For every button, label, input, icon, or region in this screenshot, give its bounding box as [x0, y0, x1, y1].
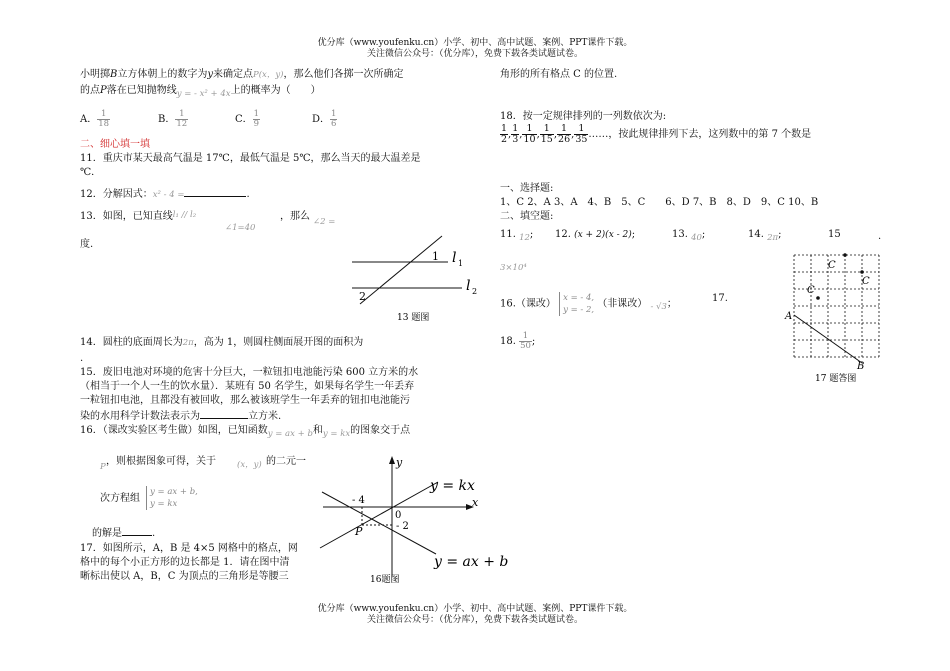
header-line-1: 优分库（www.youfenku.cn）小学、初中、高中试题、案例、PPT课件下载。: [317, 38, 633, 48]
numerator: 1: [522, 124, 536, 135]
numerator: 1: [574, 124, 588, 135]
answer-blank: [122, 525, 152, 536]
y-label: y: [396, 456, 403, 469]
q11-line-2: ℃．: [80, 167, 102, 178]
text: ，高为 1，则圆柱侧面展开图的面积为: [193, 337, 364, 348]
equation-1: y = ax + b,: [150, 487, 198, 497]
q13: [80, 210, 196, 224]
text: 12．分解因式：: [80, 189, 153, 200]
function-1: y = ax + b: [267, 429, 313, 439]
value: 12: [519, 233, 530, 243]
label: 14.: [748, 229, 764, 240]
figure-16: [318, 452, 509, 586]
answer-12: 12. (x + 2)(x - 2);: [555, 229, 636, 240]
point-p-label: P: [355, 525, 363, 538]
answer-15-value: 3×10⁴: [500, 263, 527, 273]
label: 18.: [500, 336, 516, 347]
label-c-3: C: [807, 285, 815, 296]
y-axis-arrow: [389, 456, 395, 464]
text: 小明掷: [80, 69, 110, 80]
denominator: 3: [512, 134, 519, 145]
value: 40: [691, 233, 702, 243]
line-axb: [322, 492, 436, 554]
q11-line-1: 11．重庆市某天最高气温是 17℃，最低气温是 5℃，那么当天的最大温差是: [80, 153, 421, 164]
choice-label: A．: [80, 114, 98, 125]
answer-14: 14. $_{2\pi}$;: [748, 229, 782, 243]
text: 的解是: [92, 528, 122, 539]
fraction: [175, 110, 188, 129]
q16-line-4: [92, 525, 155, 540]
answer-blank: [200, 408, 248, 419]
transversal: [360, 236, 442, 304]
angle-2-label: 2: [359, 290, 366, 303]
answers-section-2: 二、填空题:: [500, 211, 554, 222]
choice-label: C．: [235, 114, 253, 125]
q14-line-2: .: [80, 353, 84, 364]
grid-caption: 17 题答图: [815, 374, 857, 384]
label-l1-sub: 1: [458, 259, 464, 268]
q15-line-1: 15．废旧电池对环境的危害十分巨大，一粒钮扣电池能污染 600 立方米的水: [80, 367, 419, 378]
var-p: P: [100, 85, 107, 96]
numerator: 1: [519, 332, 532, 342]
line-kx: [320, 482, 438, 548]
expr: x² - 4 =: [152, 190, 185, 200]
answer-16: 16.（课改） x = - 4, y = - 2, （非课改） $_{- √3}$；: [500, 293, 677, 315]
fraction: [97, 110, 110, 129]
denominator: 9: [253, 119, 260, 129]
grid-lines: [794, 255, 879, 357]
q16-line-1: [80, 424, 410, 438]
value: 2π: [767, 233, 779, 243]
label: 13.: [672, 229, 688, 240]
equation-1: x = - 4,: [563, 293, 595, 303]
denominator: 10: [523, 134, 536, 145]
denominator: 50: [520, 341, 531, 351]
fraction: [519, 332, 532, 351]
q15-line-4: [80, 408, 281, 423]
label-a: A: [785, 311, 793, 322]
text: 14．圆柱的底面周长为: [80, 337, 183, 348]
label: 11.: [500, 229, 516, 240]
point-c-2: [860, 270, 864, 274]
numerator: 1: [512, 123, 519, 134]
numerator: 1: [557, 124, 571, 135]
denominator: 35: [575, 134, 588, 145]
circumference: 2π: [182, 338, 194, 348]
q13-angle2: ∠2 =: [313, 217, 336, 227]
answer-17-label: 17.: [712, 293, 728, 304]
parallel-lines: l₁ // l₂: [172, 210, 197, 220]
text: 16．（课改实验区考生做）如图，已知函数: [80, 425, 268, 436]
text: ……，按此规律排列下去，这列数中的第 7 个数是: [588, 129, 812, 140]
denominator: 12: [176, 119, 188, 129]
point-c-1: [843, 253, 847, 257]
text: 落在已知抛物线: [106, 85, 177, 96]
value: - √3: [650, 301, 667, 312]
choice-a: [80, 110, 110, 129]
section-fill-in-title: 二、细心填一填: [80, 139, 150, 150]
figure-13: [340, 232, 490, 324]
label-non-reform: （非课改）: [597, 298, 648, 310]
answer-blank: [184, 186, 246, 197]
figure-16-caption: 16题图: [370, 575, 400, 585]
choice-label: B．: [158, 114, 176, 125]
answers-section-1: 一、选择题:: [500, 183, 554, 194]
fraction: [330, 110, 337, 129]
label: 16.（课改）: [500, 298, 556, 310]
numerator: 1: [501, 123, 508, 134]
origin-label: 0: [395, 510, 402, 521]
choice-label: D．: [312, 114, 331, 125]
label-c-2: C: [862, 276, 870, 287]
q14-line-1: [80, 336, 363, 350]
denominator: 15: [540, 134, 553, 145]
q17-line-2: 格中的每个小正方形的边长都是 1．请在图中清: [80, 557, 290, 568]
text: 和: [312, 425, 323, 436]
parabola-formula: y = - x² + 4x: [176, 89, 231, 99]
equation-2: y = kx: [150, 499, 178, 509]
text: 的图象交于点: [350, 425, 411, 436]
fraction: [500, 124, 508, 145]
tick-minus-4: - 4: [352, 495, 365, 506]
fraction: [557, 124, 571, 145]
point-c-3: [816, 296, 820, 300]
q10-line-1: [80, 68, 403, 82]
text: 13．如图，已知直线: [80, 211, 173, 222]
choice-d: [312, 110, 337, 129]
text: 来确定点: [213, 69, 254, 80]
answer-15-dot: .: [878, 231, 882, 242]
q17-continued: 角形的所有格点 C 的位置.: [500, 69, 618, 80]
equation-system: [559, 292, 594, 316]
denominator: 26: [558, 134, 571, 145]
numerator: 1: [253, 109, 260, 119]
equation-system: [146, 486, 198, 510]
answer-13: 13. $_{40}$;: [672, 229, 706, 243]
numerator: 1: [331, 109, 337, 119]
q18-line-1: 18．按一定规律排列的一列数依次为:: [500, 111, 667, 122]
label-c-1: C: [828, 260, 836, 271]
label: 12.: [555, 229, 571, 240]
label-y-kx: y = kx: [430, 478, 475, 494]
q10-line-2: [80, 84, 321, 98]
function-2: y = kx: [322, 429, 351, 439]
equation-2: y = - 2,: [563, 305, 595, 315]
fraction: [522, 124, 536, 145]
figure-13-caption: 13 题图: [397, 313, 430, 323]
q16-line-2a: ，则根据图象可得，关于: [106, 456, 216, 467]
q16-point-p: P: [100, 462, 106, 472]
text: .: [152, 528, 156, 539]
label-l2: l: [466, 278, 471, 294]
tick-minus-2: - 2: [396, 521, 409, 532]
choice-b: [158, 110, 188, 129]
numerator: 1: [175, 110, 188, 120]
text: 上的概率为（ ）: [230, 85, 321, 96]
footer-line-2: 关注微信公众号：（优分库），免费下载各类试题试卷。: [366, 615, 583, 625]
text: ，那么他们各掷一次所确定: [283, 69, 404, 80]
text: 染的水用科学计数法表示为: [80, 411, 200, 422]
fraction: [540, 124, 554, 145]
denominator: 18: [98, 119, 110, 129]
label-b: B: [857, 361, 865, 372]
label-l2-sub: 2: [472, 287, 478, 296]
point-p: P(x，y): [253, 70, 284, 80]
q16-system: [146, 486, 198, 510]
q16-line-3: 次方程组: [100, 493, 140, 504]
text: 立方体朝上的数字为: [117, 69, 208, 80]
numerator: 1: [540, 124, 554, 135]
angle-1-label: 1: [432, 250, 439, 263]
q13-angle1: ∠1=40: [225, 223, 256, 233]
value: (x + 2)(x - 2): [574, 230, 632, 240]
q17-line-3: 晰标出使以 A，B，C 为顶点的三角形是等腰三: [80, 571, 289, 582]
figure-17-answer-grid: [782, 247, 892, 385]
q16-line-2b: 的二元一: [266, 456, 306, 467]
answer-15-label: 15: [828, 229, 841, 240]
q16-xy: (x，y): [237, 460, 262, 470]
q15-line-3: 一粒钮扣电池，且都没有被回收，那么被该班学生一年丢弃的钮扣电池能污: [80, 395, 410, 406]
fraction: [253, 110, 260, 129]
text: .: [246, 189, 250, 200]
denominator: 2: [501, 134, 508, 145]
q13-b: ，那么: [280, 211, 310, 222]
var-b: B: [110, 69, 118, 80]
choice-c: [235, 110, 260, 129]
label-y-axb: y = ax + b: [434, 554, 509, 570]
answer-11: 11. $_{12}$;: [500, 229, 534, 243]
numerator: 1: [97, 110, 110, 120]
q17-line-1: 17．如图所示，A，B 是 4×5 网格中的格点，网: [80, 543, 298, 554]
label-l1: l: [452, 250, 457, 266]
q12: [80, 186, 250, 202]
header-line-2: 关注微信公众号：（优分库），免费下载各类试题试卷。: [366, 49, 583, 59]
footer-line-1: 优分库（www.youfenku.cn）小学、初中、高中试题、案例、PPT课件下载。: [317, 604, 633, 614]
q15-line-2: （相当于一个人一生的饮水量）．某班有 50 名学生，如果每名学生一年丢弃: [80, 381, 415, 392]
answer-18: 18. $\frac{1}{50}$ ;: [500, 331, 536, 351]
q13-end: 度.: [80, 239, 94, 250]
fraction: [574, 124, 588, 145]
text: 立方米.: [248, 411, 282, 422]
x-label: x: [472, 496, 479, 509]
denominator: 6: [331, 119, 337, 129]
q18-sequence: $\frac{1}{2}$ , $\frac{1}{3}$ , $\frac{1}{10}$ , $\frac{1}{15}$ , $\frac{1}{26}$ , $\frac{1}{35}$ ……，按此规律排列下去，这列数中的第 7 个数是: [501, 123, 812, 145]
fraction: [511, 124, 519, 145]
var-y: y: [207, 69, 214, 80]
text: 的点: [80, 85, 100, 96]
answers-choices: 1、C 2、A 3、A 4、B 5、C 6、D 7、B 8、D 9、C 10、B: [500, 197, 819, 208]
